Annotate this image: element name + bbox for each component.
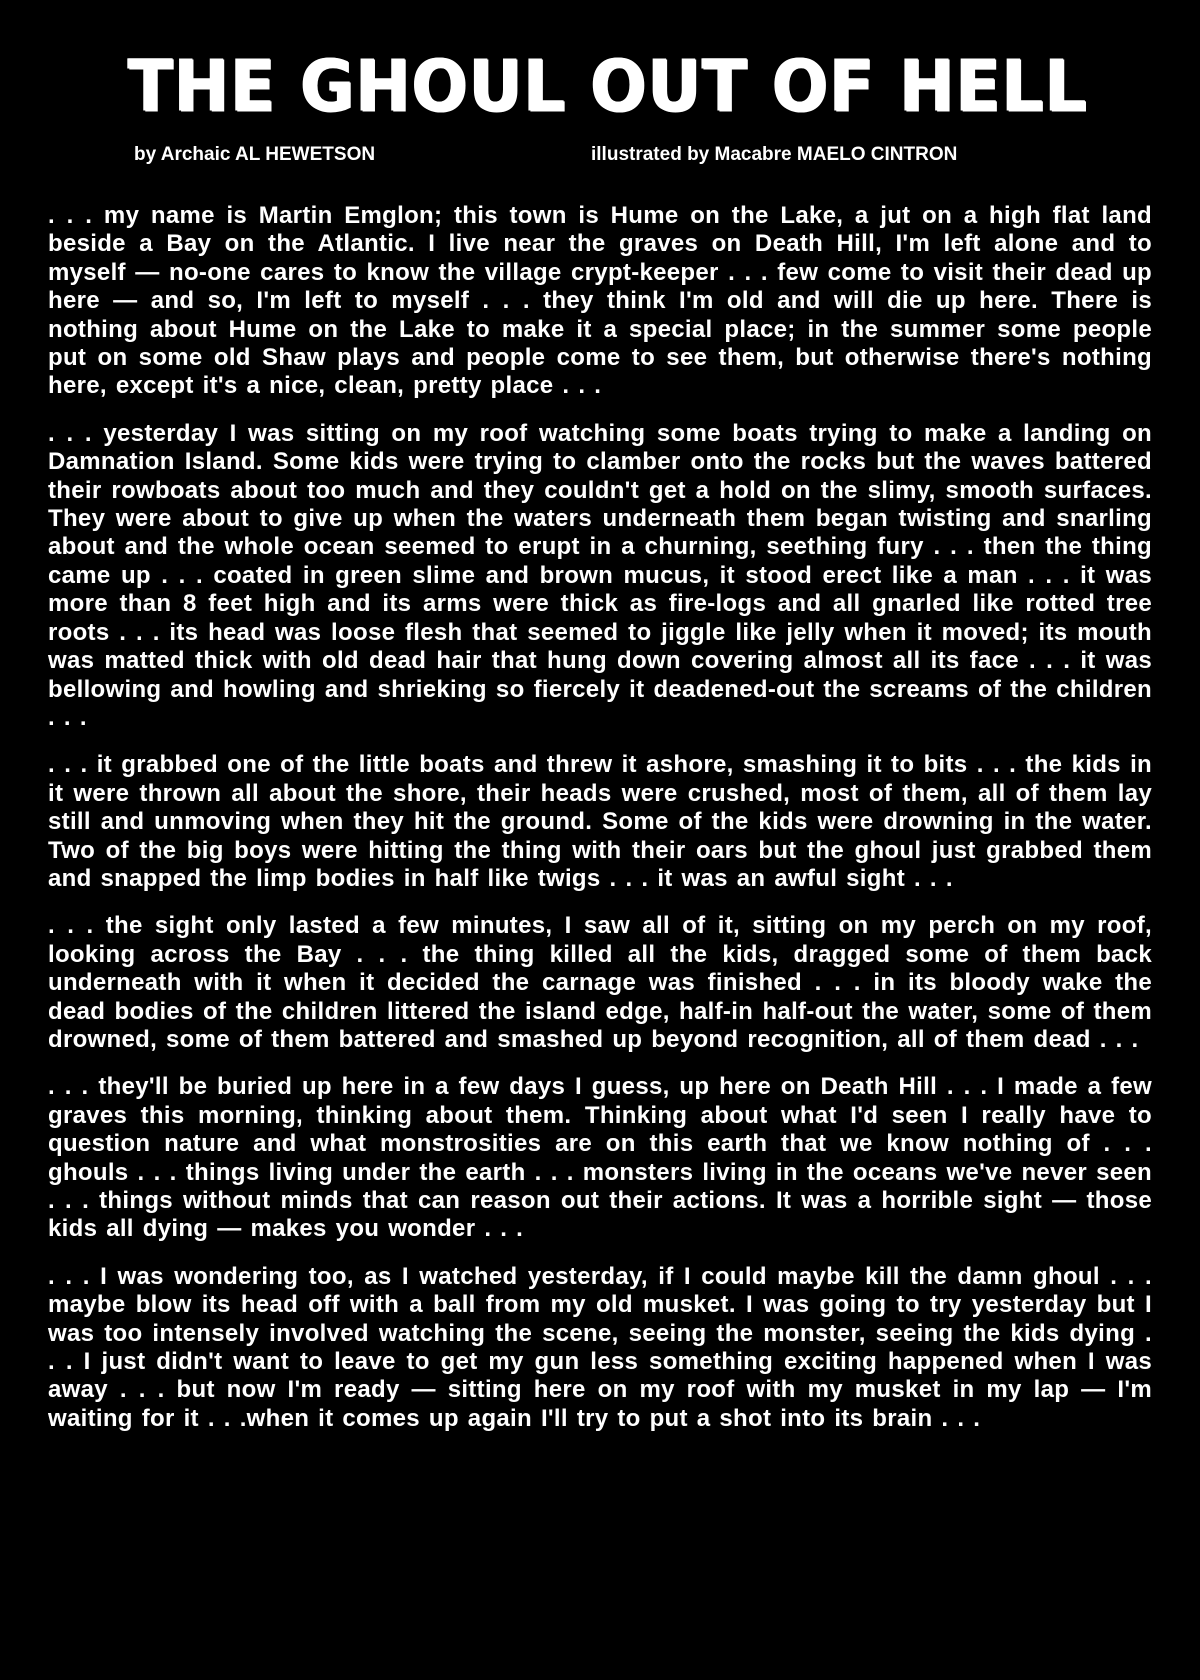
story-paragraph-3: . . . it grabbed one of the little boats and threw it ashore, smashing it to bits . . . the kids in it were thrown all about the shore, their heads were crushed, most of them, all of them lay still and unmoving when they hit the ground. Some of the kids were drowning in the water. Two of the big boys were hitting the thing with their oars but the ghoul just grabbed them and snapped the limp bodies in half like twigs . . . it was an awful sight . . . xyxy=(48,751,1152,892)
story-title: THE GHOUL OUT OF HELL xyxy=(128,44,1088,128)
story-paragraph-5: . . . they'll be buried up here in a few days I guess, up here on Death Hill . . . I made a few graves this morning, thinking about them. Thinking about what I'd seen I really have to question nature and what monstrosities are on this earth that we know nothing of . . . ghouls . . . things living under the earth . . . monsters living in the oceans we've never seen . . . things without minds that can reason out their actions. It was a horrible sight — those kids all dying — makes you wonder . . . xyxy=(48,1073,1152,1243)
story-paragraph-1: . . . my name is Martin Emglon; this town is Hume on the Lake, a jut on a high flat land beside a Bay on the Atlantic. I live near the graves on Death Hill, I'm left alone and to myself — no-one cares to know the village crypt-keeper . . . few come to visit their dead up here — and so, I'm left to myself . . . they think I'm old and will die up here. There is nothing about Hume on the Lake to make it a special place; in the summer some people put on some old Shaw plays and people come to see them, but otherwise there's nothing here, except it's a nice, clean, pretty place . . . xyxy=(48,202,1152,400)
story-paragraph-2: . . . yesterday I was sitting on my roof watching some boats trying to make a landing on Damnation Island. Some kids were trying to clamber onto the rocks but the waves battered their rowboats about too much and they couldn't get a hold on the slimy, smooth surfaces. They were about to give up when the waters underneath them began twisting and snarling about and the whole ocean seemed to erupt in a churning, seething fury . . . then the thing came up . . . coated in green slime and brown mucus, it stood erect like a man . . . it was more than 8 feet high and its arms were thick as fire-logs and all gnarled like rotted tree roots . . . its head was loose flesh that seemed to jiggle like jelly when it moved; its mouth was matted thick with old dead hair that hung down covering almost all its face . . . it was bellowing and howling and shrieking so fiercely it deadened-out the screams of the children . . . xyxy=(48,419,1152,731)
illustrator-credit: illustrated by Macabre MAELO CINTRON xyxy=(591,144,958,165)
story-body xyxy=(48,202,1152,1452)
story-paragraph-6: . . . I was wondering too, as I watched yesterday, if I could maybe kill the damn ghoul . . . maybe blow its head off with a ball from my old musket. I was going to try yesterday but I was too intensely involved watching the scene, seeing the monster, seeing the kids dying . . . I just didn't want to leave to get my gun less something exciting happened when I was away . . . but now I'm ready — sitting here on my roof with my musket in my lap — I'm waiting for it . . .when it comes up again I'll try to put a shot into its brain . . . xyxy=(48,1262,1152,1432)
story-paragraph-4: . . . the sight only lasted a few minutes, I saw all of it, sitting on my perch on my roof, looking across the Bay . . . the thing killed all the kids, dragged some of them back underneath with it when it decided the carnage was finished . . . in its bloody wake the dead bodies of the children littered the island edge, half-in half-out the water, some of them drowned, some of them battered and smashed up beyond recognition, all of them dead . . . xyxy=(48,912,1152,1053)
author-byline: by Archaic AL HEWETSON xyxy=(134,144,376,165)
